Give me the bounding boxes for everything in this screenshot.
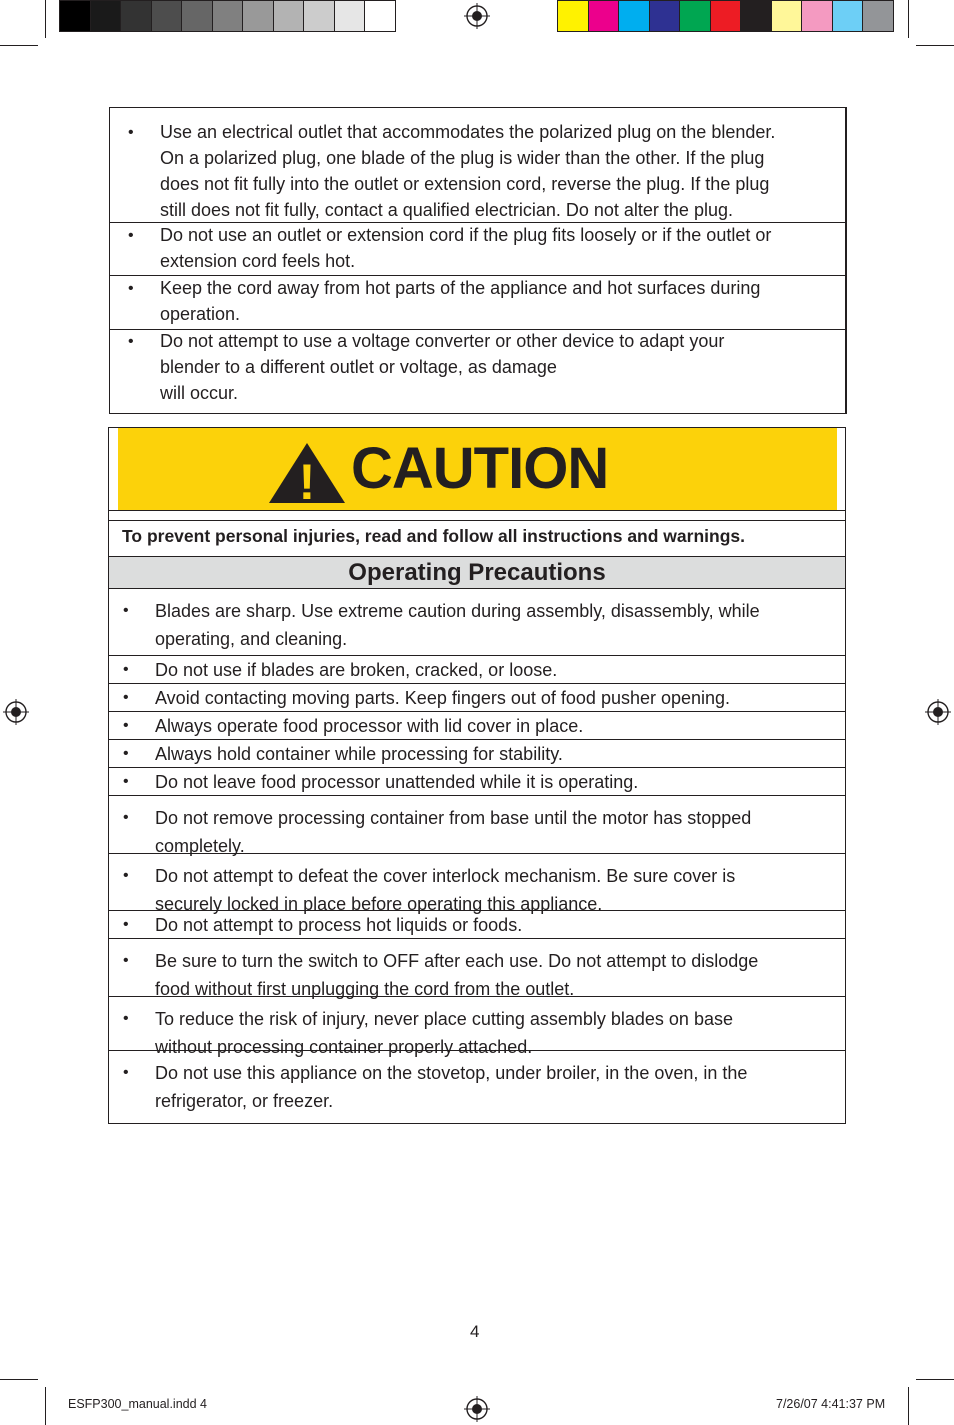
color-swatch	[589, 1, 620, 31]
list-item-text: Do not attempt to use a voltage converter or other device to adapt your	[160, 331, 725, 351]
bullet: •	[128, 227, 134, 244]
precaution-text: Do not leave food processor unattended while it is operating.	[155, 772, 639, 792]
list-item-text: operation.	[160, 304, 241, 324]
color-swatch	[711, 1, 742, 31]
bullet: •	[123, 1064, 129, 1081]
crop-mark	[908, 1387, 909, 1425]
color-swatch	[802, 1, 833, 31]
color-swatch	[619, 1, 650, 31]
color-swatch	[863, 1, 893, 31]
color-swatch	[182, 1, 213, 31]
color-swatch	[335, 1, 366, 31]
precaution-text: Blades are sharp. Use extreme caution during assembly, disassembly, while	[155, 601, 760, 621]
precaution-text: Always hold container while processing for stability.	[155, 744, 563, 764]
footer-filename: ESFP300_manual.indd 4	[68, 1397, 207, 1411]
divider	[109, 510, 845, 511]
caution-box	[108, 427, 846, 1124]
bullet: •	[123, 661, 129, 678]
color-swatch	[772, 1, 803, 31]
registration-mark-icon	[3, 699, 29, 725]
divider	[109, 520, 845, 521]
crop-mark	[908, 0, 909, 38]
precaution-text: operating, and cleaning.	[155, 629, 348, 649]
bullet: •	[123, 952, 129, 969]
crop-mark	[45, 1387, 46, 1425]
color-swatch	[274, 1, 305, 31]
precaution-text: food without first unplugging the cord from the outlet.	[155, 979, 575, 999]
color-swatch	[650, 1, 681, 31]
color-swatch	[304, 1, 335, 31]
list-item-text: still does not fit fully, contact a qualified electrician. Do not alter the plug.	[160, 200, 733, 220]
warning-exclamation-symbol: !	[298, 454, 316, 505]
list-item-text: Use an electrical outlet that accommodates the polarized plug on the blender.	[160, 122, 776, 142]
precaution-text: completely.	[155, 836, 245, 856]
color-swatch	[213, 1, 244, 31]
precaution-text: securely locked in place before operating this appliance.	[155, 894, 603, 914]
grayscale-color-bar	[59, 0, 396, 32]
warning-triangle-icon	[267, 441, 347, 505]
bullet: •	[123, 689, 129, 706]
precaution-text: refrigerator, or freezer.	[155, 1091, 334, 1111]
footer-timestamp: 7/26/07 4:41:37 PM	[776, 1397, 886, 1411]
bullet: •	[128, 124, 134, 141]
bullet: •	[123, 773, 129, 790]
color-swatch	[152, 1, 183, 31]
crop-mark	[0, 1379, 38, 1380]
bullet: •	[123, 916, 129, 933]
bullet: •	[123, 1010, 129, 1027]
precaution-text: Do not use if blades are broken, cracked, or loose.	[155, 660, 558, 680]
bullet: •	[128, 280, 134, 297]
color-swatch	[680, 1, 711, 31]
color-swatch	[558, 1, 589, 31]
bullet: •	[123, 602, 129, 619]
list-item-text: On a polarized plug, one blade of the plug is wider than the other. If the plug	[160, 148, 765, 168]
list-item-text: does not fit fully into the outlet or extension cord, reverse the plug. If the plug	[160, 174, 770, 194]
color-swatch	[365, 1, 395, 31]
bullet: •	[128, 333, 134, 350]
registration-mark-icon	[464, 1396, 490, 1422]
caution-banner	[118, 428, 837, 510]
precaution-text: To reduce the risk of injury, never place cutting assembly blades on base	[155, 1009, 733, 1029]
precaution-text: Do not remove processing container from base until the motor has stopped	[155, 808, 752, 828]
crop-mark	[0, 45, 38, 46]
precaution-text: Always operate food processor with lid cover in place.	[155, 716, 584, 736]
electrical-safety-list	[109, 107, 847, 414]
color-swatch	[121, 1, 152, 31]
registration-mark-icon	[925, 699, 951, 725]
color-swatch	[60, 1, 91, 31]
color-swatch	[741, 1, 772, 31]
page-number: 4	[470, 1322, 480, 1341]
color-swatch	[91, 1, 122, 31]
precaution-text: Be sure to turn the switch to OFF after each use. Do not attempt to dislodge	[155, 951, 759, 971]
bullet: •	[123, 745, 129, 762]
list-item-text: Do not use an outlet or extension cord if the plug fits loosely or if the outlet or	[160, 225, 772, 245]
crop-mark	[916, 45, 954, 46]
list-item-text: will occur.	[160, 383, 239, 403]
bullet: •	[123, 867, 129, 884]
caution-subtitle: To prevent personal injuries, read and follow all instructions and warnings.	[122, 526, 745, 546]
color-swatch	[243, 1, 274, 31]
list-item-text: Keep the cord away from hot parts of the appliance and hot surfaces during	[160, 278, 761, 298]
bullet: •	[123, 717, 129, 734]
precaution-text: Do not attempt to defeat the cover interlock mechanism. Be sure cover is	[155, 866, 736, 886]
precaution-text: Avoid contacting moving parts. Keep fingers out of food pusher opening.	[155, 688, 731, 708]
crop-mark	[916, 1379, 954, 1380]
color-swatch	[833, 1, 864, 31]
precaution-text: Do not attempt to process hot liquids or foods.	[155, 915, 523, 935]
list-item-text: blender to a different outlet or voltage, as damage	[160, 357, 557, 377]
caution-title: CAUTION	[351, 436, 609, 501]
registration-mark-icon	[464, 3, 490, 29]
section-heading: Operating Precautions	[109, 556, 845, 589]
precaution-text: Do not use this appliance on the stovetop, under broiler, in the oven, in the	[155, 1063, 748, 1083]
precaution-text: without processing container properly attached.	[155, 1037, 533, 1057]
bullet: •	[123, 809, 129, 826]
crop-mark	[45, 0, 46, 38]
list-item-text: extension cord feels hot.	[160, 251, 356, 271]
process-color-bar	[557, 0, 894, 32]
